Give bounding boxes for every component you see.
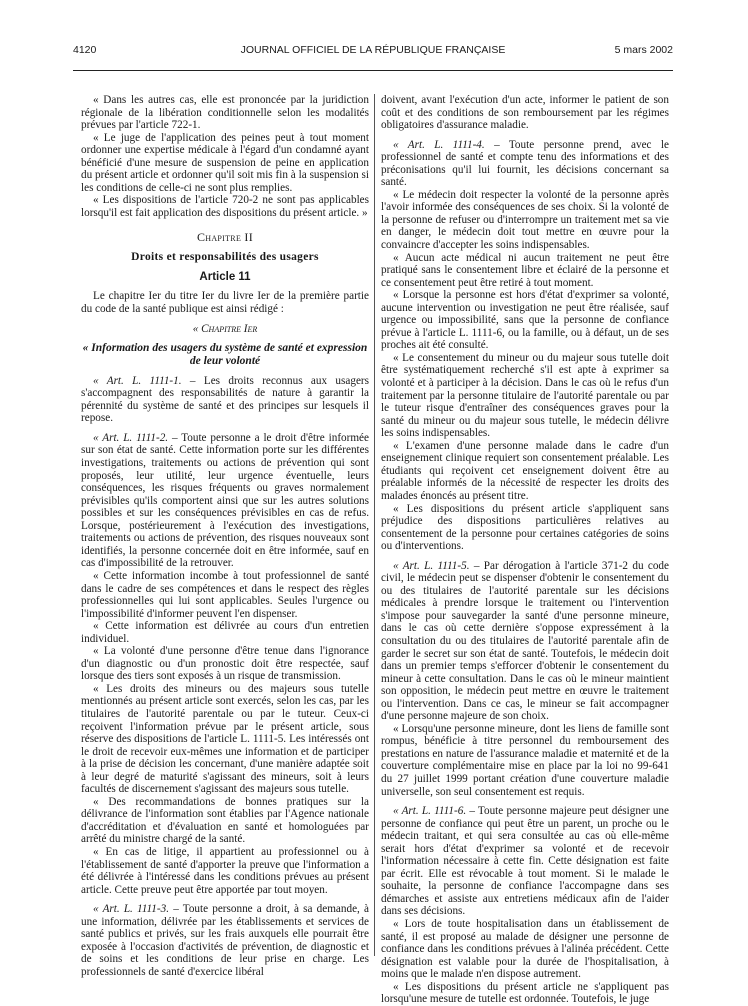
paragraph: « Des recommandations de bonnes pratiques sur la délivrance de l'information sont établies par l'Agence nationale d'accréditation et d'évaluation en santé et homologuées par arrêté du ministre chargé de la santé. bbox=[81, 795, 369, 846]
article-reference: « Art. L. 1111-5. bbox=[393, 559, 470, 572]
article-text: – Les droits reconnus aux usagers s'accompagnent des responsabilités de nature à garantir la pérennité du système de santé et des principes sur lesquels il repose. bbox=[81, 374, 369, 425]
column-divider bbox=[374, 94, 375, 956]
paragraph: « Les dispositions du présent article ne s'appliquent pas lorsqu'une mesure de tutelle est ordonnée. Toutefois, le juge bbox=[381, 980, 669, 1006]
article-paragraph bbox=[81, 903, 369, 978]
right-column bbox=[381, 94, 669, 1006]
page-header bbox=[73, 44, 673, 64]
paragraph: « Le médecin doit respecter la volonté de la personne après l'avoir informée des conséquences de ses choix. Si la volonté de la personne de refuser ou d'interrompre un traitement met sa vie en danger, le médecin doit tout mettre en œuvre pour la convaincre d'accepter les soins indispensables. bbox=[381, 188, 669, 252]
paragraph: « Aucun acte médical ni aucun traitement ne peut être pratiqué sans le consentement libre et éclairé de la personne et ce consentement peut être retiré à tout moment. bbox=[381, 251, 669, 289]
article-paragraph bbox=[381, 560, 669, 723]
article-paragraph bbox=[81, 375, 369, 425]
article-reference: « Art. L. 1111-3. bbox=[93, 903, 170, 916]
journal-title: JOURNAL OFFICIEL DE LA RÉPUBLIQUE FRANÇAISE bbox=[240, 44, 506, 56]
article-reference: « Art. L. 1111-6. bbox=[393, 805, 467, 818]
paragraph: « Dans les autres cas, elle est prononcée par la juridiction régionale de la libération conditionnelle selon les modalités prévues par l'article 722-1. bbox=[81, 94, 369, 132]
paragraph: « Lorsque la personne est hors d'état d'exprimer sa volonté, aucune intervention ou investigation ne peut être réalisée, sauf urgence ou impossibilité, sans que la personne de confiance prévue à l'article L. 1111-6, ou la famille, ou à défaut, un de ses proches ait été consulté. bbox=[381, 289, 669, 352]
page-number: 4120 bbox=[73, 44, 97, 56]
chapter-heading: Chapitre II bbox=[196, 230, 254, 245]
paragraph: « Lorsqu'une personne mineure, dont les liens de famille sont rompus, bénéficie à titre personnel du remboursement des prestations en nature de l'assurance maladie et maternité et de la couverture complémentaire mise en place par la loi no 99-641 du 27 juillet 1999 portant création d'une couverture maladie universelle, son seul consentement est requis. bbox=[381, 722, 669, 798]
paragraph: Le chapitre Ier du titre Ier du livre Ier de la première partie du code de la santé publique est ainsi rédigé : bbox=[81, 290, 369, 315]
article-text: – Toute personne prend, avec le professionnel de santé et compte tenu des informations et des préconisations qu'il lui fournit, les décisions concernant sa santé. bbox=[381, 138, 669, 189]
paragraph: « En cas de litige, il appartient au professionnel ou à l'établissement de santé d'apporter la preuve que l'information a été délivrée à l'intéressé dans les conditions prévues au présent article. Cette preuve peut être apportée par tout moyen. bbox=[81, 845, 369, 896]
article-reference: « Art. L. 1111-2. bbox=[93, 431, 169, 444]
article-text: – Toute personne a droit, à sa demande, à une information, délivrée par les établissements et services de santé publics et privés, sur les frais auxquels elle pourrait être exposée à l'occasion d'activités de prévention, de diagnostic et de soins et les conditions de leur prise en charge. Les professionnels de santé d'exercice libéral bbox=[81, 903, 369, 978]
paragraph: « La volonté d'une personne d'être tenue dans l'ignorance d'un diagnostic ou d'un pronostic doit être respectée, sauf lorsque des tiers sont exposés à un risque de transmission. bbox=[81, 645, 369, 683]
article-paragraph bbox=[381, 805, 669, 918]
paragraph: « Cette information est délivrée au cours d'un entretien individuel. bbox=[81, 620, 369, 645]
paragraph: « Les dispositions de l'article 720-2 ne sont pas applicables lorsqu'il est fait application des dispositions du présent article. » bbox=[81, 194, 369, 219]
left-column bbox=[81, 94, 369, 978]
article-paragraph bbox=[81, 432, 369, 570]
article-heading: Article 11 bbox=[199, 270, 251, 283]
sub-chapter-heading: « Chapitre Ier bbox=[192, 323, 258, 336]
publication-date: 5 mars 2002 bbox=[614, 44, 673, 56]
paragraph: « Les dispositions du présent article s'appliquent sans préjudice des dispositions particulières relatives au consentement de la personne pour certaines catégories de soins ou d'interventions. bbox=[381, 502, 669, 553]
paragraph: « Cette information incombe à tout professionnel de santé dans le cadre de ses compétences et dans le respect des règles professionnelles qui lui sont applicables. Seules l'urgence ou l'impossibilité d'informer peuvent l'en dispenser. bbox=[81, 569, 369, 620]
article-paragraph bbox=[381, 139, 669, 189]
article-text: – Toute personne a le droit d'être informée sur son état de santé. Cette information porte sur les différentes investigations, traitements ou actions de prévention qui sont proposés, leur utilité, leur urgence éventuelle, leurs conséquences, les risques fréquents ou graves normalement prévisibles qu'ils comportent ainsi que sur les autres solutions possibles et sur les conséquences prévisibles en cas de refus. Lorsque, postérieurement à l'exécution des investigations, traitements ou actions de prévention, des risques nouveaux sont identifiés, la personne concernée doit en être informée, sauf en cas d'impossibilité de la retrouver. bbox=[81, 431, 369, 570]
article-text: – Toute personne majeure peut désigner une personne de confiance qui peut être un parent, un proche ou le médecin traitant, et qui sera consultée au cas où elle-même serait hors d'état d'exprimer sa volonté et de recevoir l'information nécessaire à cette fin. Cette désignation est faite par écrit. Elle est révocable à tout moment. Si le malade le souhaite, la personne de confiance l'accompagne dans ses démarches et assiste aux entretiens médicaux afin de l'aider dans ses décisions. bbox=[381, 805, 669, 918]
chapter-title: Droits et responsabilités des usagers bbox=[131, 251, 319, 264]
paragraph: « L'examen d'une personne malade dans le cadre d'un enseignement clinique requiert son consentement préalable. Les étudiants qui reçoivent cet enseignement doivent être au préalable informés de la nécessité de respecter les droits des malades énoncés au présent titre. bbox=[381, 439, 669, 502]
paragraph: doivent, avant l'exécution d'un acte, informer le patient de son coût et des conditions de son remboursement par les régimes obligatoires d'assurance maladie. bbox=[381, 94, 669, 132]
article-reference: « Art. L. 1111-1. bbox=[93, 374, 182, 387]
paragraph: « Lors de toute hospitalisation dans un établissement de santé, il est proposé au malade de désigner une personne de confiance dans les conditions prévues à l'alinéa précédent. Cette désignation est valable pour la durée de l'hospitalisation, à moins que le malade n'en dispose autrement. bbox=[381, 918, 669, 981]
article-reference: « Art. L. 1111-4. bbox=[393, 138, 485, 151]
article-text: – Par dérogation à l'article 371-2 du code civil, le médecin peut se dispenser d'obtenir le consentement du ou des titulaires de l'autorité parentale sur les décisions médicales à prendre lorsque le traitement ou l'intervention s'impose pour sauvegarder la santé d'une personne mineure, dans le cas où cette dernière s'oppose expressément à la consultation du ou des titulaires de l'autorité parentale afin de garder le secret sur son état de santé. Toutefois, le médecin doit dans un premier temps s'efforcer d'obtenir le consentement du mineur à cette consultation. Dans le cas où le mineur maintient son opposition, le médecin peut mettre en œuvre le traitement ou l'intervention. Dans ce cas, le mineur se fait accompagner d'une personne majeure de son choix. bbox=[381, 559, 669, 723]
sub-chapter-title: « Information des usagers du système de santé et expression de leur volonté bbox=[82, 341, 368, 367]
header-rule bbox=[73, 70, 673, 71]
paragraph: « Le consentement du mineur ou du majeur sous tutelle doit être systématiquement recherché s'il est apte à exprimer sa volonté et à participer à la décision. Dans le cas où le refus d'un traitement par la personne titulaire de l'autorité parentale ou par le tuteur risque d'entraîner des conséquences graves pour la santé du mineur ou du majeur sous tutelle, le médecin délivre les soins indispensables. bbox=[381, 351, 669, 440]
paragraph: « Le juge de l'application des peines peut à tout moment ordonner une expertise médicale à l'égard d'un condamné ayant bénéficié d'une mesure de suspension de peine en application du présent article et ordonner qu'il soit mis fin à la suspension si les conditions de celle-ci ne sont plus remplies. bbox=[81, 131, 369, 194]
paragraph: « Les droits des mineurs ou des majeurs sous tutelle mentionnés au présent article sont exercés, selon les cas, par les titulaires de l'autorité parentale ou par le tuteur. Ceux-ci reçoivent l'information prévue par le présent article, sous réserve des dispositions de l'article L. 1111-5. Les intéressés ont le droit de recevoir eux-mêmes une information et de participer à la prise de décision les concernant, d'une manière adaptée soit à leur degré de maturité s'agissant des mineurs, soit à leurs facultés de discernement s'agissant des majeurs sous tutelle. bbox=[81, 682, 369, 796]
